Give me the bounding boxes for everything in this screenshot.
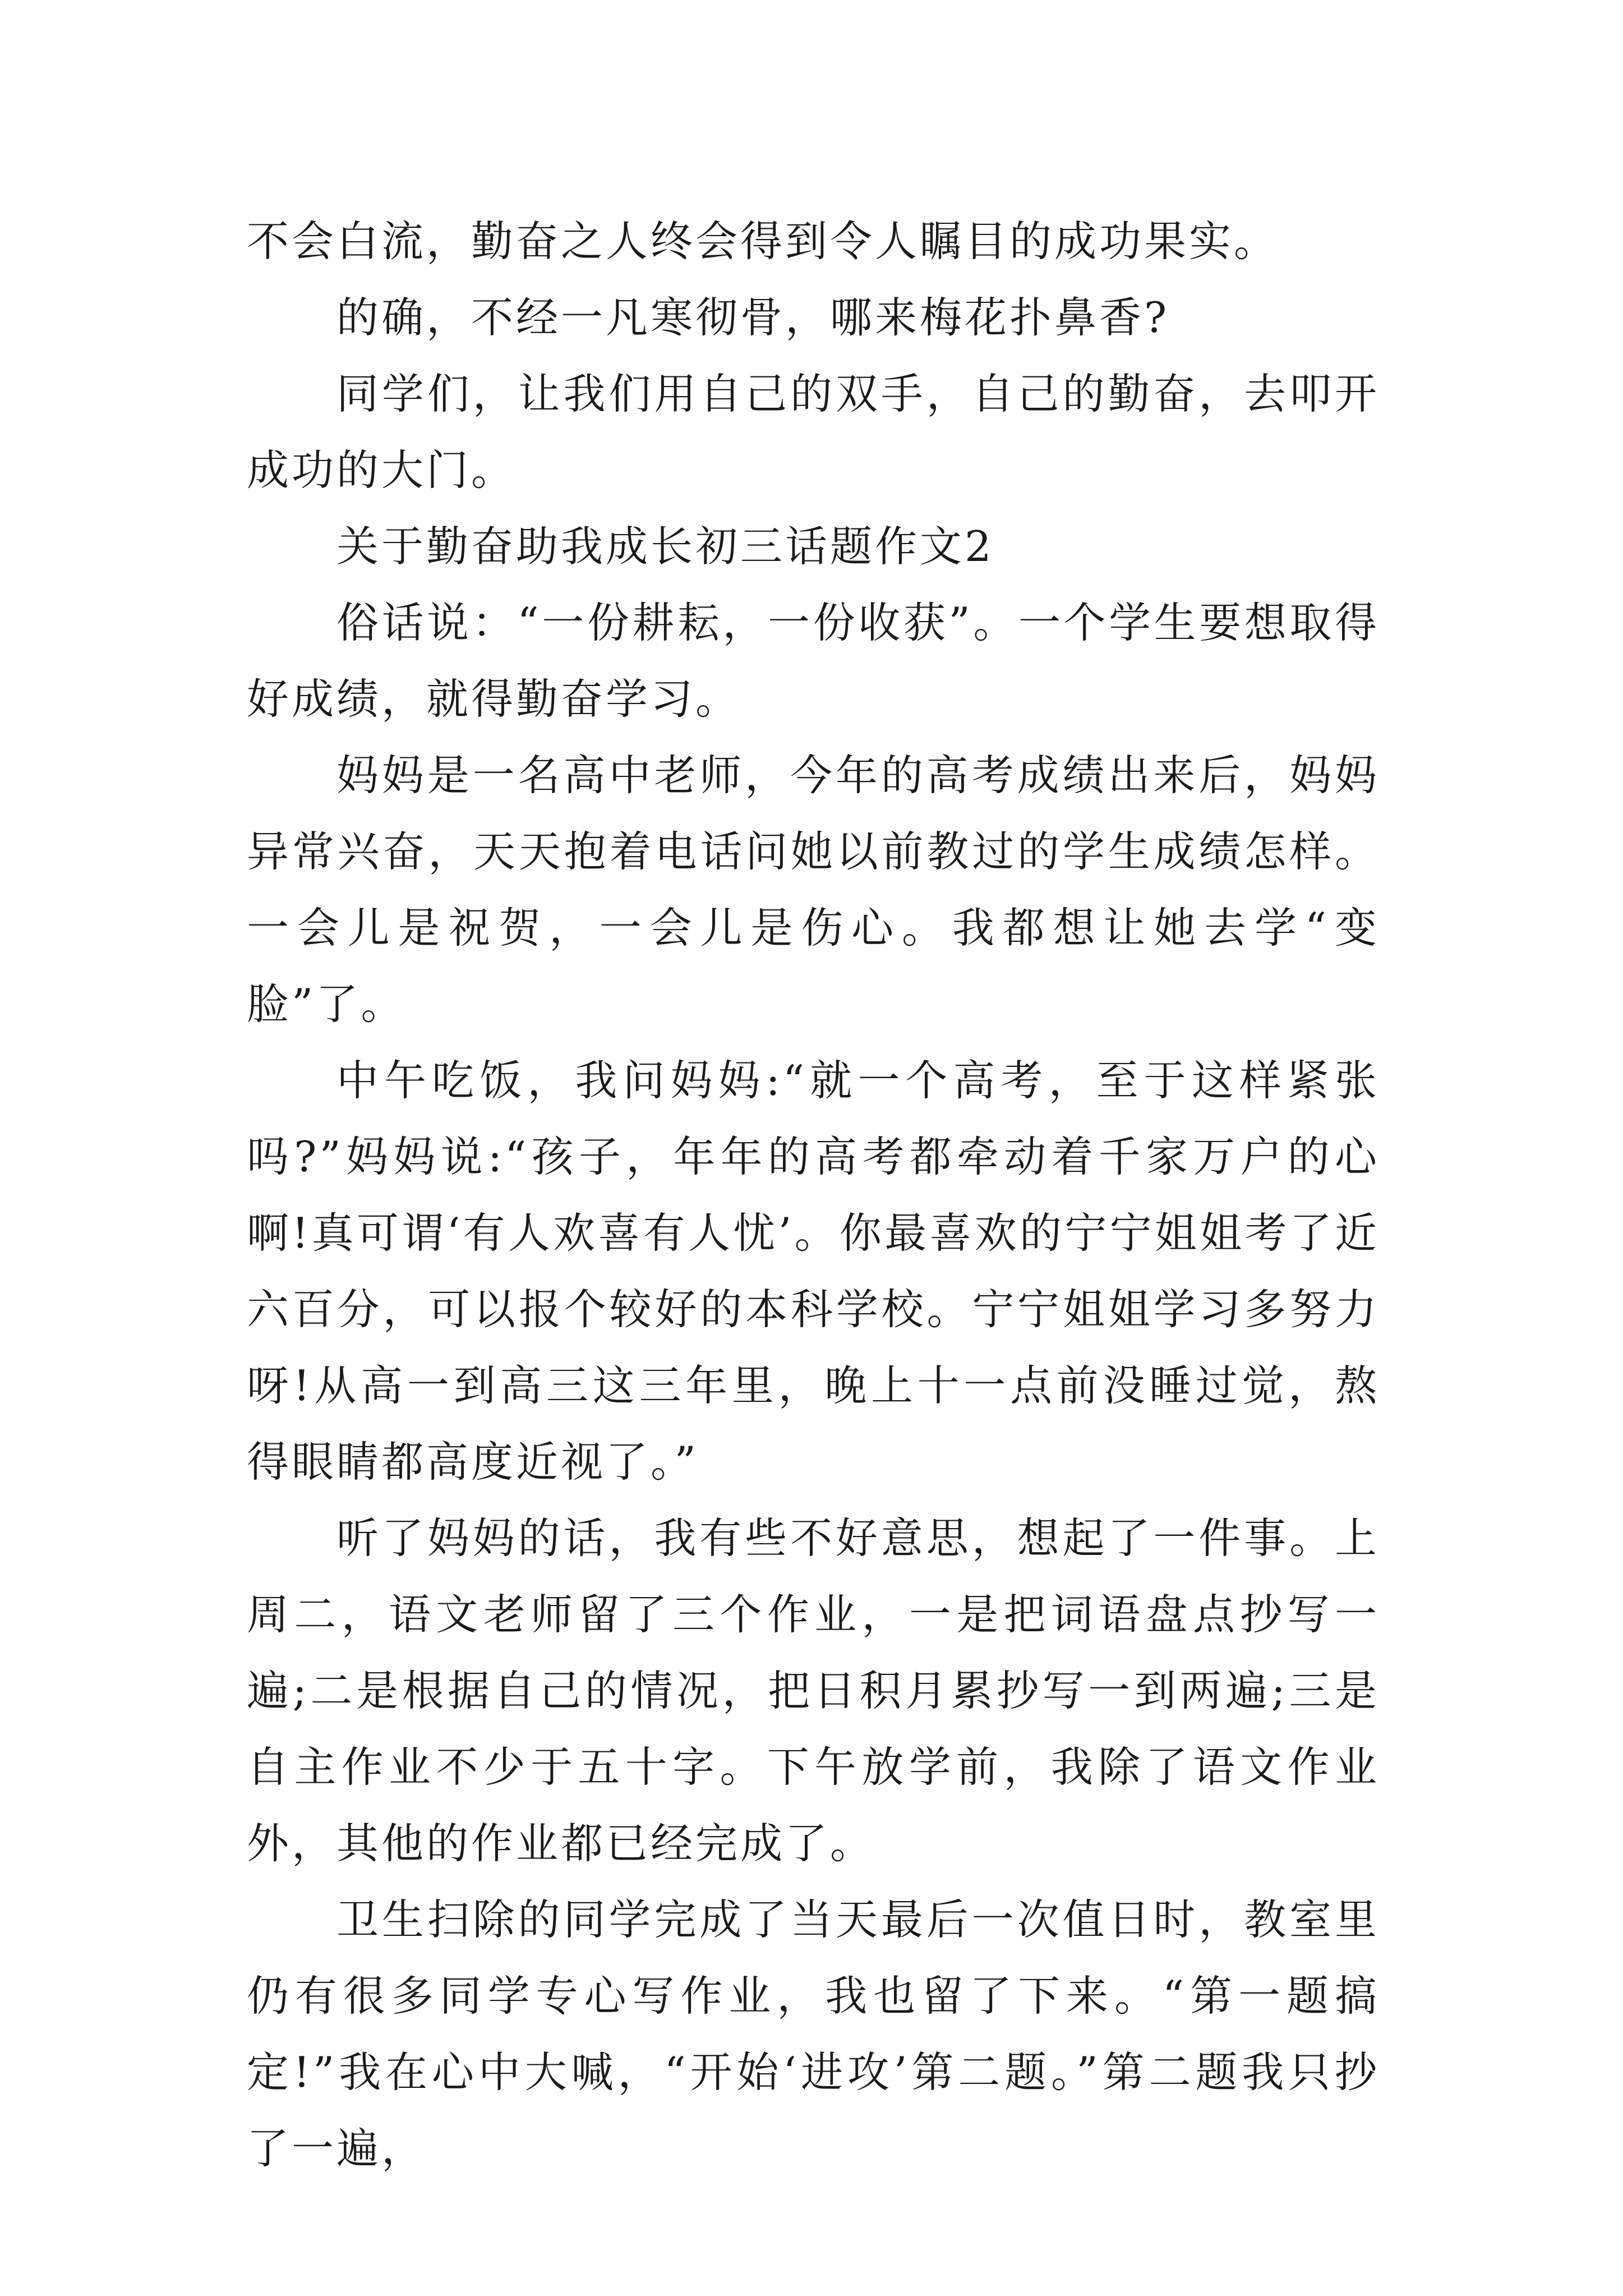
paragraph-7: 中午吃饭，我问妈妈:“就一个高考，至于这样紧张吗?”妈妈说:“孩子，年年的高考都牵动着千家万户的心啊!真可谓‘有人欢喜有人忧’。你最喜欢的宁宁姐姐考了近六百分，可以报个较好的本科学校。宁宁姐姐学习多努力呀!从高一到高三这三年里，晚上十一点前没睡过觉，熬得眼睛都高度近视了。” <box>247 1056 1380 1487</box>
document-body <box>247 203 1380 2187</box>
paragraph-2: 的确，不经一凡寒彻骨，哪来梅花扑鼻香? <box>336 293 1170 342</box>
paragraph-3: 同学们，让我们用自己的双手，自己的勤奋，去叩开成功的大门。 <box>247 369 1380 495</box>
paragraph-1: 不会白流，勤奋之人终会得到令人瞩目的成功果实。 <box>247 217 1279 266</box>
paragraph-6: 妈妈是一名高中老师，今年的高考成绩出来后，妈妈异常兴奋，天天抱着电话问她以前教过的学生成绩怎样。一会儿是祝贺，一会儿是伤心。我都想让她去学“变脸”了。 <box>247 751 1380 1029</box>
paragraph-5: 俗话说：“一份耕耘，一份收获”。一个学生要想取得好成绩，就得勤奋学习。 <box>247 598 1380 724</box>
paragraph-8: 听了妈妈的话，我有些不好意思，想起了一件事。上周二，语文老师留了三个作业，一是把词语盘点抄写一遍;二是根据自己的情况，把日积月累抄写一到两遍;三是自主作业不少于五十字。下午放学前，我除了语文作业外，其他的作业都已经完成了。 <box>247 1513 1380 1868</box>
section-heading: 关于勤奋助我成长初三话题作文2 <box>336 522 994 571</box>
paragraph-9: 卫生扫除的同学完成了当天最后一次值日时，教室里仍有很多同学专心写作业，我也留了下来。“第一题搞定!”我在心中大喊，“开始‘进攻’第二题。”第二题我只抄了一遍， <box>247 1895 1380 2173</box>
